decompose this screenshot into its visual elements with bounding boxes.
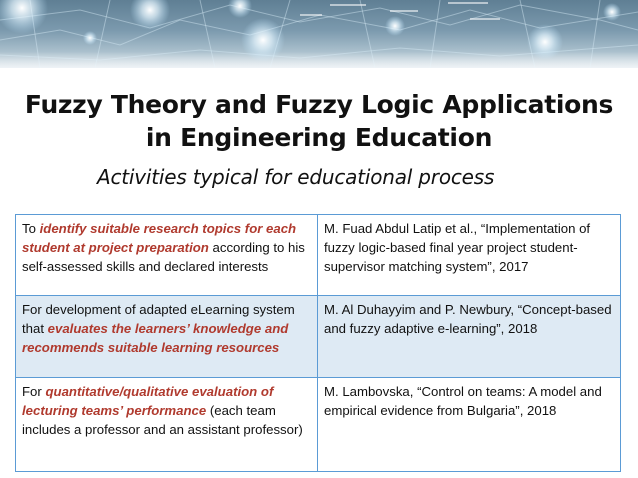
- activity-cell: [16, 378, 318, 472]
- activity-highlight: quantitative/qualitative evaluation of lecturing teams’ performance: [22, 384, 274, 418]
- activity-text: For development of adapted eLearning system that: [22, 302, 295, 336]
- activity-text: according to his self-assessed skills and declared interests: [22, 240, 305, 274]
- table-row: [16, 378, 621, 472]
- activity-highlight: identify suitable research topics for each student at project preparation: [22, 221, 297, 255]
- slide-title-line-1: Fuzzy Theory and Fuzzy Logic Applications: [24, 90, 614, 119]
- activity-text: For: [22, 384, 46, 399]
- reference-cell: M. Lambovska, “Control on teams: A model and empirical evidence from Bulgaria”, 2018: [318, 378, 621, 472]
- header-banner-image: [0, 0, 638, 68]
- slide-title-line-2: in Engineering Education: [145, 123, 493, 152]
- reference-cell: M. Al Duhayyim and P. Newbury, “Concept-based and fuzzy adaptive e-learning”, 2018: [318, 296, 621, 378]
- banner-fade: [0, 52, 638, 68]
- slide-title: [0, 88, 638, 154]
- table-row: [16, 215, 621, 296]
- activity-cell: [16, 215, 318, 296]
- applications-table: [15, 214, 621, 472]
- activity-text: (each team includes a professor and an assistant professor): [22, 403, 303, 437]
- activity-cell: [16, 296, 318, 378]
- slide-subtitle: Activities typical for educational process: [97, 165, 495, 189]
- table-row: [16, 296, 621, 378]
- activity-highlight: evaluates the learners’ knowledge and recommends suitable learning resources: [22, 321, 289, 355]
- reference-cell: M. Fuad Abdul Latip et al., “Implementation of fuzzy logic-based final year project student-supervisor matching system”, 2017: [318, 215, 621, 296]
- activity-text: To: [22, 221, 40, 236]
